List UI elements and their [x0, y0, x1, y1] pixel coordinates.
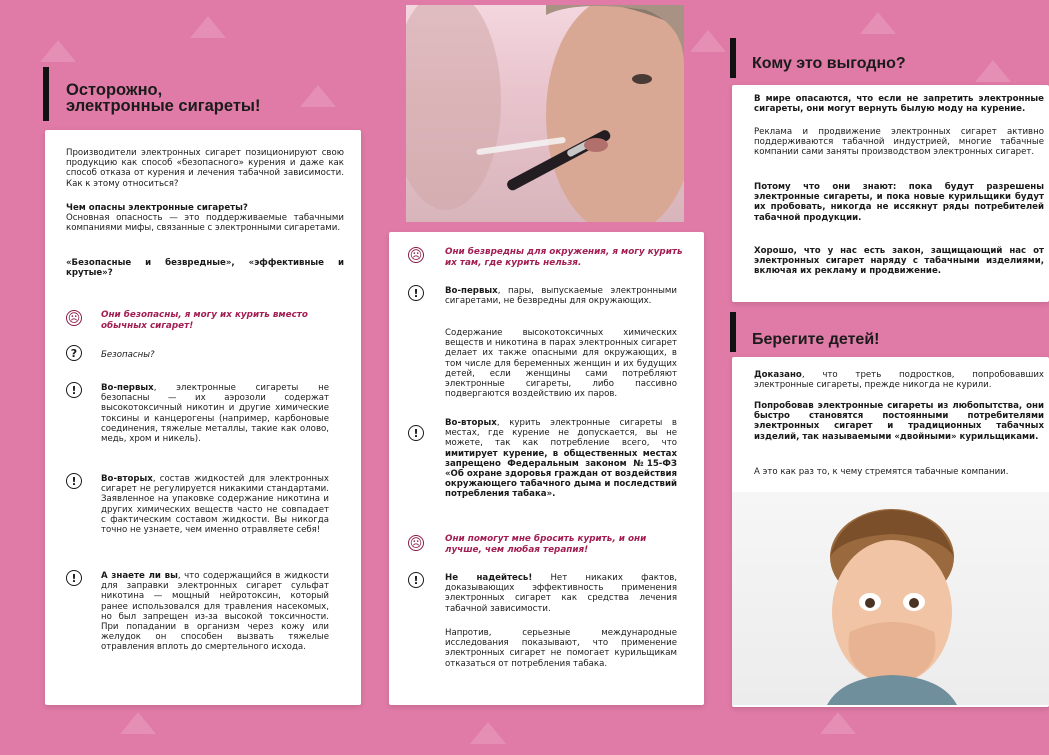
paragraph-3-lead: А знаете ли вы: [101, 571, 178, 581]
paragraph-2: [101, 474, 329, 535]
children-proven-body: , что треть подростков, попробовавших электронные сигареты, прежде никогда не курили.: [754, 370, 1044, 391]
heading-accent-bar: [730, 38, 736, 78]
intro-text: Производители электронных сигарет позиционируют свою продукцию как способ «безопасного» курения и даже как способ отказа от курения и лечения табачной зависимости. Как к этому относиться?: [66, 148, 344, 189]
paragraph-6b: Напротив, серьезные международные исследования показывают, что применение электронных сигарет не помогает курильщикам отказаться от потребления табака.: [445, 628, 677, 669]
decor-triangle: [860, 12, 896, 34]
paragraph-6-body: Нет никаких фактов, доказывающих эффективность применения электронных сигарет как средства лечения табачной зависимости.: [445, 573, 677, 614]
exclamation-icon: !: [66, 570, 82, 586]
paragraph-6-lead: Не надейтесь!: [445, 573, 533, 583]
children-proven-lead: Доказано: [754, 370, 802, 380]
exclamation-icon: !: [66, 382, 82, 398]
paragraph-5: [445, 418, 677, 500]
paragraph-1: [101, 383, 329, 444]
myth-surroundings: Они безвредны для окружения, я могу курить их там, где курить нельзя.: [445, 247, 683, 268]
myth-text: Они безопасны, я могу их курить вместо обычных сигарет!: [101, 310, 308, 331]
exclamation-icon: !: [408, 572, 424, 588]
decor-triangle: [470, 722, 506, 744]
paragraph-2-lead: Во-вторых: [101, 474, 153, 484]
paragraph-1-lead: Во-первых: [101, 383, 154, 393]
decor-triangle: [975, 60, 1011, 82]
sad-face-icon: ☹: [409, 248, 423, 262]
children-goal: А это как раз то, к чему стремятся табачные компании.: [754, 467, 1009, 477]
who-benefits-bold: В мире опасаются, что если не запретить электронные сигареты, они могут вернуть былую моду на курение.: [754, 94, 1044, 115]
heading-accent-bar: [730, 312, 736, 352]
paragraph-5-body: , курить электронные сигареты в местах, где курение не допускается, вы не можете, так как потребление всего, что: [445, 418, 677, 449]
paragraph-6: [445, 573, 677, 614]
who-benefits-text: Реклама и продвижение электронных сигарет активно поддерживаются табачной индустрией, многие табачные компании сами заняты производством электронных сигарет.: [754, 127, 1044, 158]
sad-face-icon: ☹: [409, 536, 423, 550]
paragraph-5-law: имитирует курение, в общественных местах запрещено Федеральным законом №15-ФЗ «Об охране здоровья граждан от воздействия окружающего табачного дыма и последствий потребления табака».: [445, 448, 677, 500]
danger-text: Основная опасность — это поддерживаемые табачными компаниями мифы, связанные с электронными сигаретами.: [66, 213, 344, 234]
decor-triangle: [300, 85, 336, 107]
exclamation-icon: !: [408, 425, 424, 441]
title-line-2: электронные сигареты!: [66, 97, 261, 115]
paragraph-2-body: , состав жидкостей для электронных сигарет не регулируется никакими стандартами. Заявленное на упаковке содержание никотина и других химических веществ часто не совпадает с фактическим составом жидкости. Вы никогда точно не узнаете, чем именно отравляете себя!: [101, 474, 329, 536]
section-title-who-benefits: Кому это выгодно?: [752, 55, 906, 72]
decor-triangle: [690, 30, 726, 52]
children-dual-smokers: Попробовав электронные сигареты из любопытства, они быстро становятся постоянными потребителями электронных сигарет и традиционных табачных изделий, так называемыми «двойными» курильщиками.: [754, 401, 1044, 442]
myth-therapy: Они помогут мне бросить курить, и они лучше, чем любая терапия!: [445, 534, 647, 555]
decor-triangle: [820, 712, 856, 734]
paragraph-4: [445, 286, 677, 306]
paragraph-3: [101, 571, 329, 653]
children-proven: [754, 370, 1044, 390]
paragraph-4-body: , пары, выпускаемые электронными сигаретами, не безвредны для окружающих.: [445, 286, 677, 307]
slogan-text: «Безопасные и безвредные», «эффективные и крутые»?: [66, 258, 344, 279]
decor-triangle: [40, 40, 76, 62]
sad-face-icon: ☹: [67, 311, 81, 325]
title-line-1: Осторожно,: [66, 81, 163, 99]
paragraph-5-lead: Во-вторых: [445, 418, 497, 428]
exclamation-icon: !: [66, 473, 82, 489]
photo-shocked-child: [732, 492, 1049, 705]
decor-triangle: [190, 16, 226, 38]
paragraph-4b: Содержание высокотоксичных химических веществ и никотина в парах электронных сигарет делает их также опасными для окружающих, в том числе для беременных женщин и их будущих детей, если женщины сами потребляют электронные сигареты, либо пассивно подвергаются воздействию их паров.: [445, 328, 677, 400]
question-text: Безопасны?: [101, 350, 155, 360]
danger-heading: Чем опасны электронные сигареты?: [66, 203, 248, 213]
section-title-protect-children: Берегите детей!: [752, 331, 880, 348]
exclamation-icon: !: [408, 285, 424, 301]
who-benefits-reason: Потому что они знают: пока будут разрешены электронные сигареты, и пока новые курильщики будут их пробовать, никогда не иссякнут ряды потребителей табачной продукции.: [754, 182, 1044, 223]
question-icon: ?: [66, 345, 82, 361]
paragraph-1-body: , электронные сигареты не безопасны — их аэрозоли содержат высокотоксичный никотин и другие химические токсины и канцерогены (например, карбоновые соединения, тяжелые металлы, такие как олово, медь, хром и никель).: [101, 383, 329, 445]
page-title: [66, 82, 261, 114]
photo-women-smoking: [406, 5, 684, 222]
paragraph-3-body: , что содержащийся в жидкости для заправки электронных сигарет сульфат никотина — мощный нейротоксин, который ранее использовался для травления насекомых, но был запрещен из-за высокой токсичности. При попадании в организм через кожу или желудок он способен вызвать тяжелые отравления вплоть до смертельного исхода.: [101, 571, 329, 653]
decor-triangle: [120, 712, 156, 734]
heading-accent-bar: [43, 67, 49, 121]
photo-illustration: [732, 492, 1049, 705]
photo-illustration: [406, 5, 684, 222]
who-benefits-law: Хорошо, что у нас есть закон, защищающий нас от электронных сигарет наряду с табачными изделиями, включая их рекламу и продвижение.: [754, 246, 1044, 277]
paragraph-4-lead: Во-первых: [445, 286, 498, 296]
